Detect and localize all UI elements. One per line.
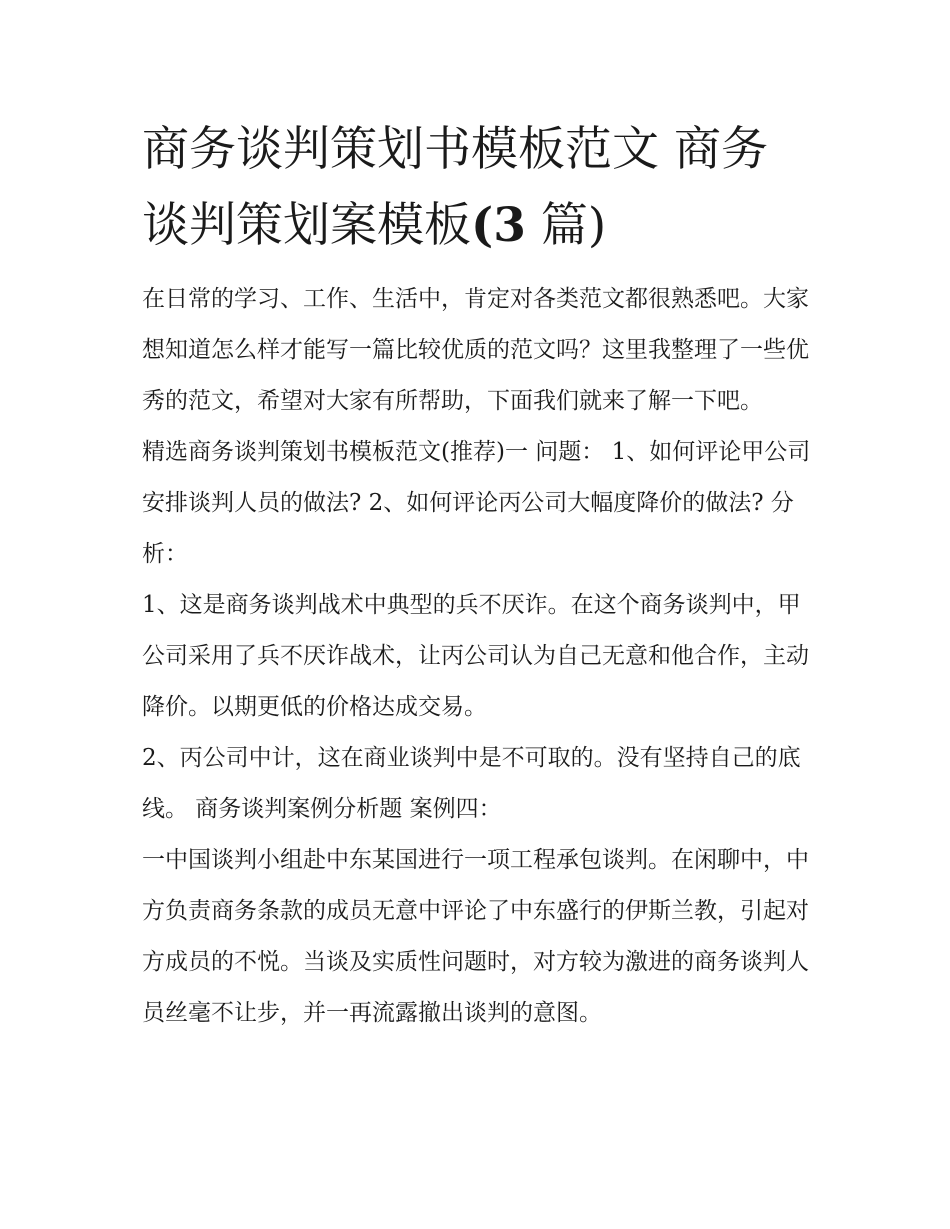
document-title (142, 112, 822, 264)
paragraph-analysis-2: 2、丙公司中计，这在商业谈判中是不可取的。没有坚持自己的底线。 商务谈判案例分析题 案例四： (142, 745, 801, 822)
title-line-2-number: (3 (471, 198, 526, 253)
paragraph-analysis-1: 1、这是商务谈判战术中典型的兵不厌诈。在这个商务谈判中，甲公司采用了兵不厌诈战术，让丙公司认为自己无意和他合作，主动降价。以期更低的价格达成交易。 (142, 592, 809, 720)
document-body (142, 274, 818, 1039)
title-line-2-prefix: 谈判策划案模板 (142, 198, 471, 253)
paragraph-case-four: 一中国谈判小组赴中东某国进行一项工程承包谈判。在闲聊中，中方负责商务条款的成员无意中评论了中东盛行的伊斯兰教，引起对方成员的不悦。当谈及实质性问题时，对方较为激进的商务谈判人员丝毫不让步，并一再流露撤出谈判的意图。 (142, 847, 809, 1026)
title-line-1: 商务谈判策划书模板范文 商务 (142, 122, 768, 177)
paragraph-intro: 在日常的学习、工作、生活中，肯定对各类范文都很熟悉吧。大家想知道怎么样才能写一篇比较优质的范文吗？这里我整理了一些优秀的范文，希望对大家有所帮助，下面我们就来了解一下吧。 (142, 286, 809, 414)
title-line-2-suffix: 篇) (525, 198, 607, 253)
paragraph-questions: 精选商务谈判策划书模板范文(推荐)一 问题： 1、如何评论甲公司安排谈判人员的做法? 2、如何评论丙公司大幅度降价的做法? 分析： (142, 439, 811, 567)
